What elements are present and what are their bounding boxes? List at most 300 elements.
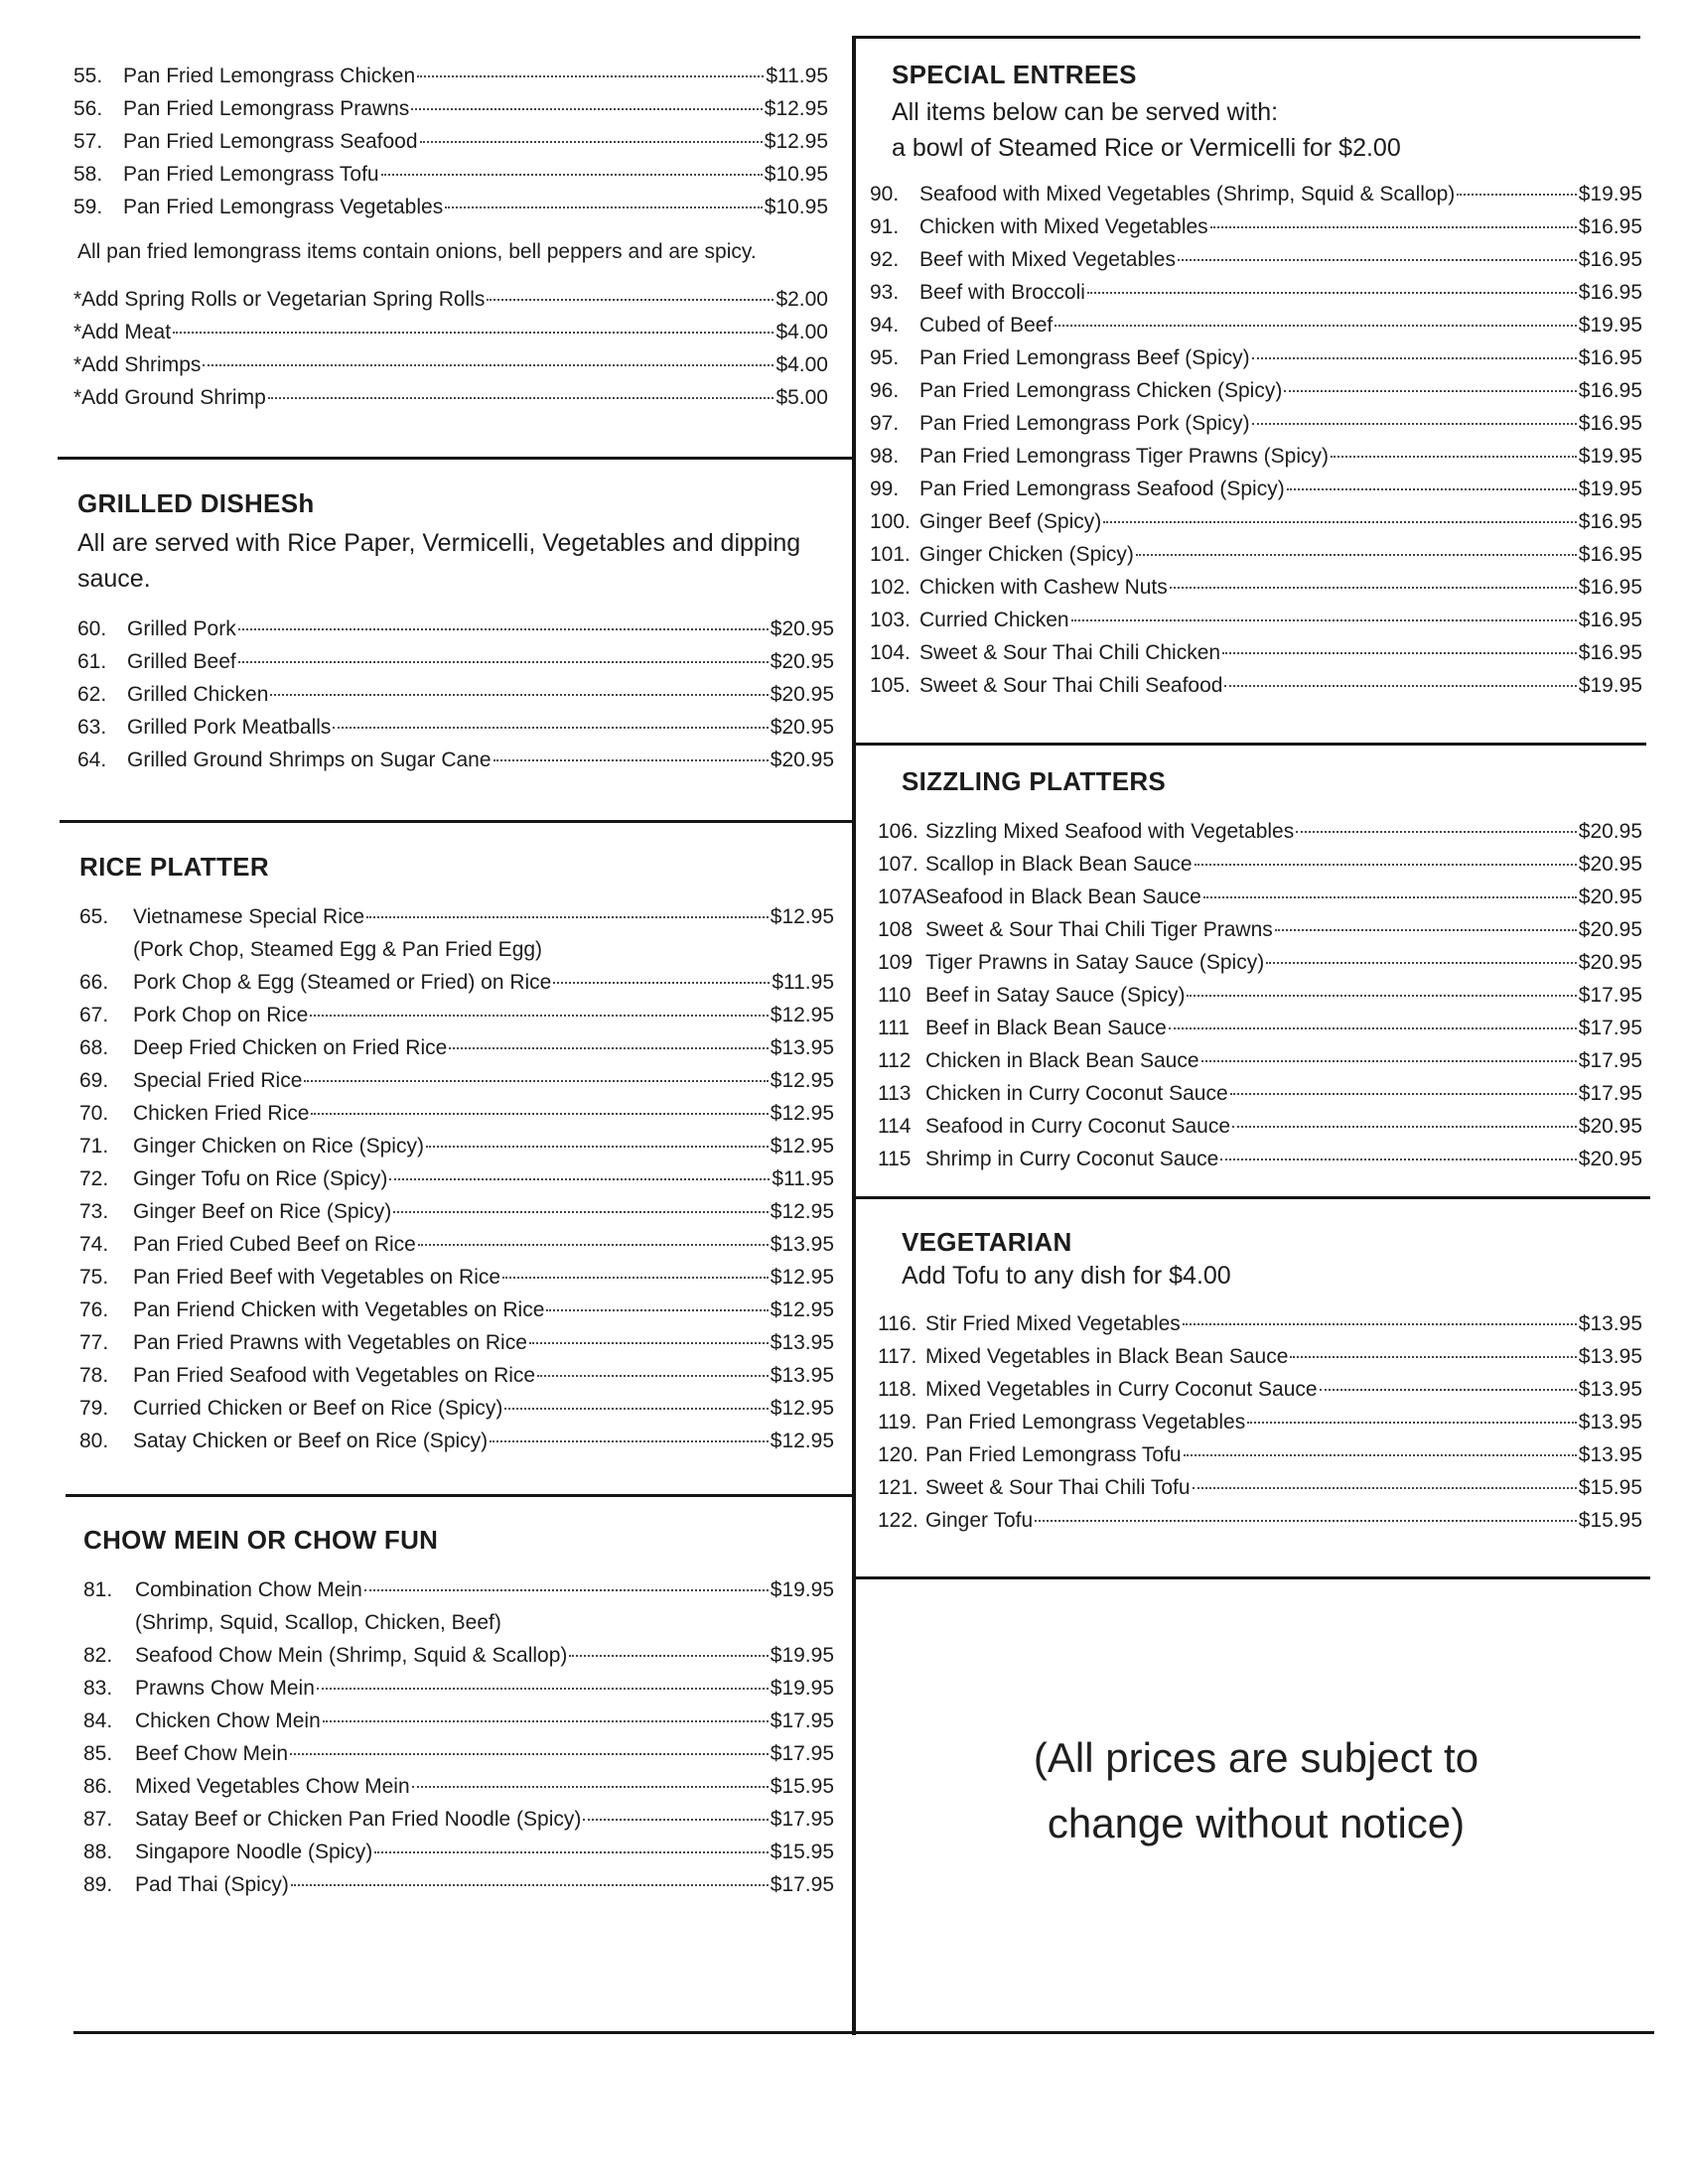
menu-item: [878, 1438, 1642, 1471]
dot-leader: [1103, 519, 1577, 523]
menu-item: [79, 1195, 834, 1228]
special-subtitle-1: All items below can be served with:: [892, 98, 1279, 126]
dot-leader: [1201, 1058, 1577, 1062]
menu-item-price: $13.95: [770, 1331, 834, 1354]
menu-item-name: Pan Fried Lemongrass Vegetables: [123, 196, 444, 218]
menu-item-number: 59.: [73, 196, 103, 218]
sizzling-title: SIZZLING PLATTERS: [902, 766, 1167, 796]
dot-leader: [364, 1587, 769, 1591]
menu-item-name: *Add Shrimps: [73, 353, 202, 376]
grilled-list: [77, 613, 834, 776]
divider-vegetarian-footer: [856, 1576, 1650, 1579]
menu-item: [878, 1110, 1642, 1143]
menu-item-price: $20.95: [1578, 820, 1642, 843]
dot-leader: [238, 626, 769, 630]
menu-item-price: $12.95: [770, 905, 834, 928]
grilled-title: GRILLED DISHESh: [77, 488, 315, 518]
menu-item: [878, 815, 1642, 848]
menu-item: [79, 1031, 834, 1064]
menu-item-name: Satay Beef or Chicken Pan Fried Noodle (Spicy): [135, 1808, 582, 1831]
menu-item-name: Pan Fried Lemongrass Seafood (Spicy): [919, 478, 1285, 500]
price-disclaimer-line-1: (All prices are subject to: [1033, 1734, 1479, 1781]
menu-item-price: $12.95: [770, 1430, 834, 1452]
dot-leader: [1252, 355, 1577, 359]
menu-item-price: $16.95: [1578, 215, 1642, 238]
menu-item-price: $13.95: [1578, 1312, 1642, 1335]
menu-item: [83, 1836, 834, 1868]
menu-item-number: 65.: [79, 905, 109, 928]
menu-item-name: Ginger Beef (Spicy): [919, 510, 1102, 533]
menu-item-number: 56.: [73, 97, 103, 120]
menu-item: [83, 1573, 834, 1606]
menu-item-price: $16.95: [1578, 248, 1642, 271]
menu-item-price: $19.95: [770, 1644, 834, 1667]
chowmein-title: CHOW MEIN OR CHOW FUN: [83, 1525, 439, 1555]
menu-item-name: Pan Fried Beef with Vegetables on Rice: [133, 1266, 501, 1289]
menu-item-name: Pork Chop & Egg (Steamed or Fried) on Rice: [133, 971, 552, 994]
menu-item-price: $19.95: [1578, 674, 1642, 697]
menu-item-number: 67.: [79, 1004, 109, 1026]
dot-leader: [1457, 192, 1576, 196]
menu-item-number: 82.: [83, 1644, 113, 1667]
menu-item-name: Pan Fried Seafood with Vegetables on Rice: [133, 1364, 536, 1387]
dot-leader: [323, 1718, 769, 1722]
menu-item-number: 112: [878, 1049, 912, 1072]
dot-leader: [238, 659, 769, 663]
rice-section: [79, 852, 834, 1457]
dot-leader: [569, 1653, 768, 1657]
menu-item-price: $17.95: [770, 1742, 834, 1765]
menu-item-number: 104.: [870, 641, 911, 664]
menu-item-number: 100.: [870, 510, 911, 533]
dot-leader: [311, 1111, 768, 1115]
menu-item-price: $15.95: [1578, 1509, 1642, 1532]
dot-leader: [290, 1751, 769, 1755]
menu-item-name: Scallop in Black Bean Sauce: [925, 853, 1193, 876]
menu-item-number: 92.: [870, 248, 900, 271]
menu-item-number: 115: [878, 1148, 912, 1170]
menu-item-name: Sizzling Mixed Seafood with Vegetables: [925, 820, 1295, 843]
menu-item: [83, 1868, 834, 1901]
menu-item: [870, 407, 1642, 440]
menu-item-name: Beef with Broccoli: [919, 281, 1085, 304]
dot-leader: [1230, 1091, 1577, 1095]
dot-leader: [270, 692, 768, 696]
menu-item-price: $13.95: [1578, 1378, 1642, 1401]
menu-item-number: 75.: [79, 1266, 109, 1289]
menu-item: [878, 1077, 1642, 1110]
menu-item-price: $12.95: [770, 1135, 834, 1158]
menu-item: [73, 158, 828, 191]
menu-item: [870, 374, 1642, 407]
menu-item-number: 109: [878, 951, 914, 974]
menu-item-number: 122.: [878, 1509, 918, 1532]
menu-item: [878, 1504, 1642, 1537]
sizzling-section: [878, 766, 1642, 1175]
menu-item-number: 107.: [878, 853, 918, 876]
menu-item: [79, 900, 834, 933]
menu-item: [870, 276, 1642, 309]
menu-item-number: 66.: [79, 971, 109, 994]
menu-item-name: Mixed Vegetables in Black Bean Sauce: [925, 1345, 1289, 1368]
menu-item-name: Grilled Chicken: [127, 683, 269, 706]
menu-item: [878, 1340, 1642, 1373]
dot-leader: [1170, 585, 1577, 589]
menu-item-number: 106.: [878, 820, 918, 843]
menu-item-price: $13.95: [770, 1233, 834, 1256]
menu-item-note: (Pork Chop, Steamed Egg & Pan Fried Egg): [133, 938, 543, 961]
menu-item: [870, 473, 1642, 505]
menu-item-number: 79.: [79, 1397, 109, 1420]
dot-leader: [393, 1209, 768, 1213]
menu-item-number: 73.: [79, 1200, 109, 1223]
menu-item-price: $16.95: [1578, 379, 1642, 402]
menu-item: [83, 1639, 834, 1672]
menu-item-number: 63.: [77, 716, 107, 739]
menu-item-number: 116.: [878, 1312, 917, 1335]
menu-item-price: $13.95: [770, 1364, 834, 1387]
menu-item: [878, 1143, 1642, 1175]
menu-item-price: $19.95: [770, 1578, 834, 1601]
menu-item-price: $16.95: [1578, 641, 1642, 664]
menu-item-name: Seafood in Black Bean Sauce: [925, 886, 1201, 908]
menu-item-name: Beef Chow Mein: [135, 1742, 289, 1765]
menu-item-price: $12.95: [770, 1102, 834, 1125]
menu-item-name: Curried Chicken: [919, 609, 1069, 631]
menu-item-price: $19.95: [770, 1677, 834, 1700]
menu-item: [870, 505, 1642, 538]
menu-item: [77, 711, 834, 744]
menu-item: [870, 178, 1642, 210]
menu-item-number: 85.: [83, 1742, 113, 1765]
menu-item-number: 69.: [79, 1069, 109, 1092]
menu-item-price: $19.95: [1578, 183, 1642, 205]
menu-item-price: $4.00: [775, 321, 828, 343]
menu-item-number: 121.: [878, 1476, 918, 1499]
menu-item: [79, 999, 834, 1031]
menu-item-name: Grilled Beef: [127, 650, 236, 673]
menu-item-number: 94.: [870, 314, 900, 337]
menu-item-number: 96.: [870, 379, 900, 402]
price-disclaimer: [909, 1725, 1604, 1856]
dot-leader: [493, 757, 769, 761]
menu-item-number: 117.: [878, 1345, 917, 1368]
menu-item-price: $16.95: [1578, 510, 1642, 533]
menu-item-name: Ginger Tofu: [925, 1509, 1034, 1532]
menu-item-price: $17.95: [1578, 1017, 1642, 1039]
rice-list: [79, 900, 834, 1457]
menu-item-name: Pan Fried Lemongrass Chicken (Spicy): [919, 379, 1283, 402]
menu-item-number: 87.: [83, 1808, 113, 1831]
dot-leader: [553, 980, 770, 984]
menu-item-price: $12.95: [764, 97, 828, 120]
dot-leader: [1287, 486, 1577, 490]
menu-item: [77, 645, 834, 678]
dot-leader: [1296, 829, 1577, 833]
dot-leader: [333, 725, 768, 729]
special-subtitle-2: a bowl of Steamed Rice or Vermicelli for $2.00: [892, 134, 1401, 162]
dot-leader: [381, 172, 763, 176]
menu-item-price: $20.95: [770, 617, 834, 640]
menu-item-price: $19.95: [1578, 445, 1642, 468]
menu-item-number: 93.: [870, 281, 900, 304]
menu-item-price: $11.95: [772, 971, 834, 994]
dot-leader: [1224, 683, 1576, 687]
menu-item-number: 57.: [73, 130, 103, 153]
menu-item-price: $20.95: [770, 683, 834, 706]
menu-item-name: Ginger Chicken (Spicy): [919, 543, 1134, 566]
menu-item-price: $13.95: [1578, 1443, 1642, 1466]
menu-item: [79, 1097, 834, 1130]
menu-item-name: Pan Fried Lemongrass Beef (Spicy): [919, 346, 1250, 369]
menu-item-name: Pan Fried Lemongrass Seafood: [123, 130, 418, 153]
menu-item-number: 120.: [878, 1443, 918, 1466]
dot-leader: [1187, 993, 1576, 997]
menu-item: [79, 1228, 834, 1261]
menu-item-number: 55.: [73, 65, 103, 87]
menu-item-number: 114: [878, 1115, 912, 1138]
lemongrass-section: [73, 60, 828, 414]
menu-item: [79, 1392, 834, 1425]
menu-item-price: $17.95: [1578, 984, 1642, 1007]
dot-leader: [529, 1340, 769, 1344]
menu-item-price: $16.95: [1578, 609, 1642, 631]
divider-rice-chowmein: [66, 1494, 852, 1497]
menu-item: [870, 636, 1642, 669]
menu-item-price: $20.95: [1578, 1148, 1642, 1170]
menu-item-name: Combination Chow Mein: [135, 1578, 362, 1601]
menu-item-number: 70.: [79, 1102, 109, 1125]
dot-leader: [445, 205, 763, 208]
menu-item-name: Chicken Fried Rice: [133, 1102, 310, 1125]
menu-item: [73, 125, 828, 158]
menu-item-number: 64.: [77, 749, 107, 771]
menu-item-price: $20.95: [770, 650, 834, 673]
menu-item: [77, 613, 834, 645]
menu-item: [878, 913, 1642, 946]
vegetarian-section: [878, 1227, 1642, 1537]
menu-item-price: $12.95: [770, 1266, 834, 1289]
menu-item: [79, 1359, 834, 1392]
menu-item-name: Pan Fried Lemongrass Tofu: [123, 163, 379, 186]
dot-leader: [173, 330, 774, 334]
sizzling-list: [878, 815, 1642, 1175]
menu-item-number: 72.: [79, 1167, 109, 1190]
menu-item-price: $12.95: [770, 1200, 834, 1223]
dot-leader: [1331, 454, 1577, 458]
menu-item-number: 95.: [870, 346, 900, 369]
menu-item-price: $20.95: [770, 749, 834, 771]
dot-leader: [1232, 1124, 1577, 1128]
menu-item: [878, 848, 1642, 881]
menu-item-name: Pork Chop on Rice: [133, 1004, 309, 1026]
menu-item-price: $12.95: [770, 1298, 834, 1321]
dot-leader: [203, 362, 774, 366]
dot-leader: [1184, 1452, 1577, 1456]
menu-item-name: Beef in Satay Sauce (Spicy): [925, 984, 1186, 1007]
chowmein-section: [83, 1525, 834, 1901]
menu-item-number: 84.: [83, 1709, 113, 1732]
dot-leader: [1210, 224, 1577, 228]
menu-item-name: Sweet & Sour Thai Chili Chicken: [919, 641, 1221, 664]
menu-item: [878, 1373, 1642, 1406]
menu-item-price: $12.95: [770, 1069, 834, 1092]
dot-leader: [449, 1045, 768, 1049]
dot-leader: [374, 1849, 768, 1853]
dot-leader: [1178, 257, 1577, 261]
menu-item-number: 98.: [870, 445, 900, 468]
menu-item-number: 119.: [878, 1411, 917, 1433]
menu-item-number: 74.: [79, 1233, 109, 1256]
menu-item-name: Chicken in Black Bean Sauce: [925, 1049, 1199, 1072]
grilled-subtitle: All are served with Rice Paper, Vermicelli, Vegetables and dipping sauce.: [77, 529, 801, 593]
menu-item-price: $17.95: [770, 1808, 834, 1831]
menu-item-price: $2.00: [775, 288, 828, 311]
dot-leader: [1290, 1354, 1576, 1358]
menu-item-name: Ginger Beef on Rice (Spicy): [133, 1200, 392, 1223]
menu-item-number: 80.: [79, 1430, 109, 1452]
special-list: [870, 178, 1642, 702]
menu-item-number: 81.: [83, 1578, 113, 1601]
dot-leader: [411, 106, 762, 110]
center-divider: [852, 36, 856, 2035]
menu-item: [77, 744, 834, 776]
menu-item-name: Pan Fried Lemongrass Vegetables: [925, 1411, 1246, 1433]
special-title: SPECIAL ENTREES: [892, 60, 1137, 89]
menu-item-number: 83.: [83, 1677, 113, 1700]
menu-item: [79, 1294, 834, 1326]
menu-item-number: 118.: [878, 1378, 917, 1401]
menu-item-name: Prawns Chow Mein: [135, 1677, 315, 1700]
dot-leader: [1252, 421, 1577, 425]
menu-item-number: 76.: [79, 1298, 109, 1321]
menu-item-price: $16.95: [1578, 576, 1642, 599]
menu-item: [878, 881, 1642, 913]
menu-item: [73, 191, 828, 223]
dot-leader: [310, 1013, 769, 1017]
menu-item: [83, 1705, 834, 1737]
dot-leader: [1275, 927, 1577, 931]
menu-item-number: 105.: [870, 674, 911, 697]
menu-item: [878, 1012, 1642, 1044]
menu-item-price: $20.95: [1578, 1115, 1642, 1138]
menu-item-price: $20.95: [1578, 951, 1642, 974]
menu-item: [77, 678, 834, 711]
menu-item: [73, 348, 828, 381]
dot-leader: [1222, 650, 1577, 654]
menu-item-name: Vietnamese Special Rice: [133, 905, 365, 928]
menu-item-name: Pan Fried Lemongrass Tofu: [925, 1443, 1182, 1466]
menu-item-price: $17.95: [770, 1873, 834, 1896]
menu-item-price: $11.95: [766, 65, 828, 87]
menu-item-name: Pad Thai (Spicy): [135, 1873, 289, 1896]
menu-item-price: $12.95: [764, 130, 828, 153]
menu-item-price: $19.95: [1578, 478, 1642, 500]
dot-leader: [304, 1078, 768, 1082]
lemongrass-list: [73, 60, 828, 223]
menu-item-number: 77.: [79, 1331, 109, 1354]
menu-item-price: $16.95: [1578, 412, 1642, 435]
vegetarian-list: [878, 1307, 1642, 1537]
menu-item: [73, 381, 828, 414]
menu-item-name: Beef in Black Bean Sauce: [925, 1017, 1167, 1039]
dot-leader: [537, 1373, 769, 1377]
lemongrass-note: All pan fried lemongrass items contain onions, bell peppers and are spicy.: [77, 240, 757, 263]
bottom-rule: [73, 2031, 1654, 2034]
menu-item: [870, 604, 1642, 636]
menu-item-price: $10.95: [764, 196, 828, 218]
divider-sizzling-vegetarian: [856, 1196, 1650, 1199]
dot-leader: [1284, 388, 1576, 392]
dot-leader: [417, 73, 764, 77]
divider-lemongrass-grilled: [58, 457, 852, 460]
menu-item: [79, 1130, 834, 1162]
menu-item-price: $17.95: [1578, 1082, 1642, 1105]
dot-leader: [487, 297, 774, 301]
menu-item-name: Seafood in Curry Coconut Sauce: [925, 1115, 1231, 1138]
menu-item-name: Grilled Ground Shrimps on Sugar Cane: [127, 749, 492, 771]
menu-item: [870, 669, 1642, 702]
menu-item-name: Ginger Chicken on Rice (Spicy): [133, 1135, 424, 1158]
chowmein-list: [83, 1573, 834, 1901]
menu-item-number: 110: [878, 984, 912, 1007]
menu-item-number: 97.: [870, 412, 900, 435]
menu-item-name: *Add Meat: [73, 321, 172, 343]
menu-item: [79, 1162, 834, 1195]
menu-item-price: $15.95: [1578, 1476, 1642, 1499]
menu-item-name: Pan Fried Lemongrass Pork (Spicy): [919, 412, 1250, 435]
menu-item-name: Pan Fried Cubed Beef on Rice: [133, 1233, 416, 1256]
rice-title: RICE PLATTER: [79, 852, 269, 882]
menu-item-name: Sweet & Sour Thai Chili Tiger Prawns: [925, 918, 1273, 941]
menu-item-price: $16.95: [1578, 543, 1642, 566]
menu-item: [79, 1326, 834, 1359]
menu-item-price: $11.95: [772, 1167, 834, 1190]
menu-item-price: $13.95: [770, 1036, 834, 1059]
dot-leader: [546, 1307, 768, 1311]
menu-item: [878, 1044, 1642, 1077]
menu-item-number: 113: [878, 1082, 912, 1105]
menu-item-number: 68.: [79, 1036, 109, 1059]
menu-item-price: $16.95: [1578, 281, 1642, 304]
menu-item-number: 58.: [73, 163, 103, 186]
menu-item: [870, 341, 1642, 374]
menu-item: [73, 283, 828, 316]
menu-item: [83, 1737, 834, 1770]
dot-leader: [1195, 862, 1577, 866]
menu-item-number: 108: [878, 918, 914, 941]
menu-item-price: $12.95: [770, 1004, 834, 1026]
menu-item-name: Cubed of Beef: [919, 314, 1054, 337]
menu-item-price: $5.00: [775, 386, 828, 409]
dot-leader: [1169, 1025, 1577, 1029]
dot-leader: [1136, 552, 1577, 556]
dot-leader: [1071, 617, 1577, 621]
menu-item-number: 78.: [79, 1364, 109, 1387]
menu-item: [870, 571, 1642, 604]
menu-item-name: Curried Chicken or Beef on Rice (Spicy): [133, 1397, 503, 1420]
menu-item: [870, 243, 1642, 276]
menu-item-name: *Add Ground Shrimp: [73, 386, 266, 409]
menu-item: [79, 1261, 834, 1294]
dot-leader: [1183, 1321, 1577, 1325]
menu-item: [83, 1672, 834, 1705]
menu-item-name: Sweet & Sour Thai Chili Seafood: [919, 674, 1223, 697]
menu-item-number: 60.: [77, 617, 107, 640]
menu-item: [870, 538, 1642, 571]
price-disclaimer-line-2: change without notice): [1047, 1800, 1466, 1846]
menu-item-price: $10.95: [764, 163, 828, 186]
